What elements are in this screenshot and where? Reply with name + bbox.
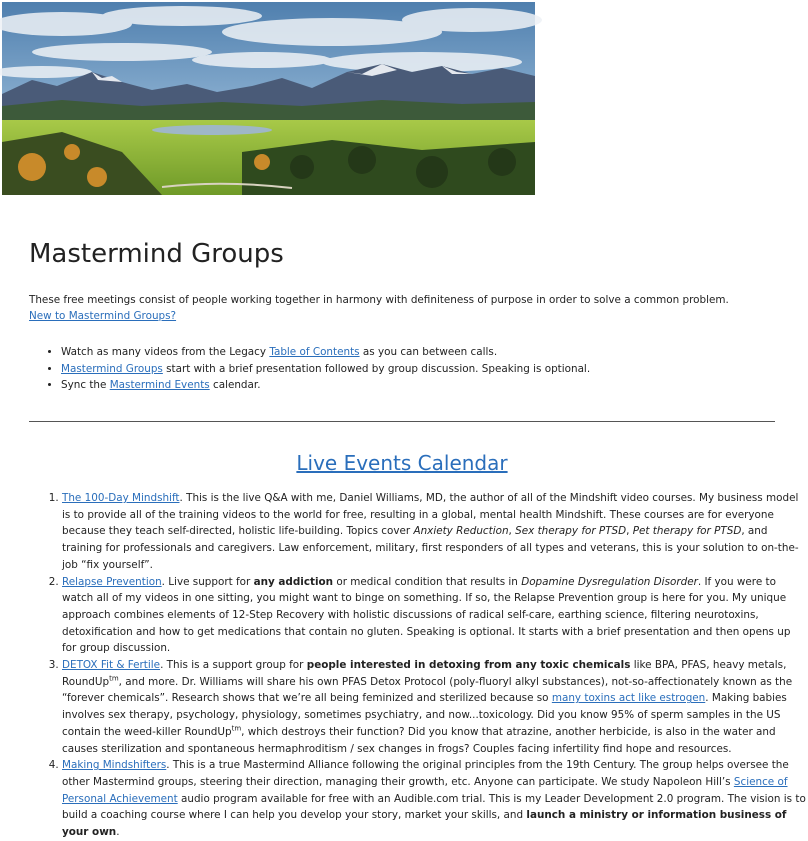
table-of-contents-link[interactable]: Table of Contents (269, 346, 360, 358)
making-mindshifters-link[interactable]: Making Mindshifters (62, 759, 167, 772)
event-text: . (116, 826, 120, 839)
list-item (61, 377, 781, 394)
event-text: audio program available for free with an Audible.com trial. This is my Leader Development 2.0 program. The vision is to build a coaching course where I can help you develop your story, market your skills, and (62, 792, 806, 822)
event-text: , (626, 525, 633, 538)
new-to-mastermind-link[interactable]: New to Mastermind Groups? (29, 309, 177, 322)
toxins-estrogen-link[interactable]: many toxins act like estrogen (551, 692, 706, 705)
tips-list (29, 344, 781, 394)
page-title: Mastermind Groups (29, 239, 284, 269)
event-item-making-mindshifters (62, 757, 808, 841)
hero-banner (0, 0, 777, 197)
relapse-prevention-link[interactable]: Relapse Prevention (62, 575, 162, 588)
list-item-text: calendar. (209, 379, 261, 391)
event-text: , which destroys their function? Did you know that atrazine, another herbicide, is also in the water and causes sterilization and spontaneous hermaphroditism / sex changes in frogs? Couples facing infertility find hope and resources. (62, 725, 776, 755)
event-text-italic: Dopamine Dysregulation Disorder (521, 575, 698, 588)
event-text: . This is a true Mastermind Alliance following the original principles from the 19th Century. The group helps oversee the other Mastermind groups, steering their direction, managing their growth, etc. Anyone can participate. We study Napoleon Hill’s (62, 759, 789, 788)
event-item-relapse-prevention (62, 574, 808, 658)
event-text: . Making babies involves sex therapy, psychology, physiology, sometimes psychiatry, and now...toxicology. Did you know 95% of sperm samples in the US contain the weed-killer RoundUp (62, 692, 787, 738)
100-day-mindshift-link[interactable]: The 100-Day Mindshift (62, 492, 180, 504)
list-item-text: Sync the (61, 379, 110, 391)
list-item-text: as you can between calls. (359, 346, 498, 358)
calendar-heading (0, 451, 804, 475)
intro-text: These free meetings consist of people working together in harmony with definiteness of purpose in order to solve a common problem. (29, 294, 729, 306)
list-item (61, 361, 781, 378)
science-personal-achievement-link[interactable]: Science of Personal Achievement (62, 775, 788, 805)
live-events-calendar-link[interactable]: Live Events Calendar (296, 451, 508, 475)
list-item-text: Watch as many videos from the Legacy (61, 346, 270, 358)
event-text-italic: Pet therapy for PTSD (632, 525, 742, 538)
event-text: , and more. Dr. Williams will share his own PFAS Detox Protocol (poly-fluoryl alkyl substances), not-so-affectionately known as the “forever chemicals”. Research shows that we’re all being feminized and sterilized because so (62, 675, 793, 705)
section-divider (29, 421, 775, 422)
list-item (61, 344, 781, 361)
event-text: , (508, 525, 516, 538)
event-item-detox (62, 657, 808, 757)
event-text-bold: launch a ministry or information business of your own (62, 809, 787, 839)
event-text-bold: any addiction (253, 575, 334, 588)
event-text: or medical condition that results in (333, 575, 522, 588)
list-item-text: start with a brief presentation followed by group discussion. Speaking is optional. (162, 362, 591, 375)
event-text: . This is a support group for (160, 659, 307, 672)
event-text: . If you were to watch all of my videos in one sitting, you might want to binge on something. If so, the Relapse Prevention group is here for you. My unique approach combines elements of 12-Step Recovery with holistic discussions of radical self-care, earthing science, filtering neurotoxins, detoxification and how to get medications that contain no gluten. Speaking is optional. It starts with a brief presentation and then opens up for group discussion. (62, 575, 791, 655)
events-list (29, 490, 808, 841)
mountain-landscape-image (2, 2, 535, 195)
event-text: , and training for professionals and caregivers. Law enforcement, military, first responders of all types and veterans, this is your solution to on-the-job “fix yourself”. (62, 525, 799, 571)
trademark-sup: tm (109, 674, 119, 683)
event-text-italic: Anxiety Reduction (413, 525, 509, 538)
event-text: like BPA, PFAS, heavy metals, RoundUp (62, 659, 787, 688)
trademark-sup: tm (231, 724, 242, 733)
intro-paragraph (29, 293, 751, 324)
event-text-bold: people interested in detoxing from any toxic chemicals (306, 659, 631, 672)
detox-fit-fertile-link[interactable]: DETOX Fit & Fertile (62, 659, 161, 672)
mastermind-events-link[interactable]: Mastermind Events (109, 379, 210, 391)
mastermind-groups-link[interactable]: Mastermind Groups (61, 362, 163, 375)
event-text: . Live support for (161, 575, 254, 588)
event-text-italic: Sex therapy for PTSD (515, 525, 627, 538)
event-item-100-day-mindshift (62, 490, 808, 574)
event-text: . This is the live Q&A with me, Daniel Williams, MD, the author of all of the Mindshift video courses. My business model is to provide all of the training videos to the world for free, resulting in a global, mental health Mindshift. These courses are for everyone because they teach self-directed, holistic life-building. Topics cover (62, 492, 799, 538)
